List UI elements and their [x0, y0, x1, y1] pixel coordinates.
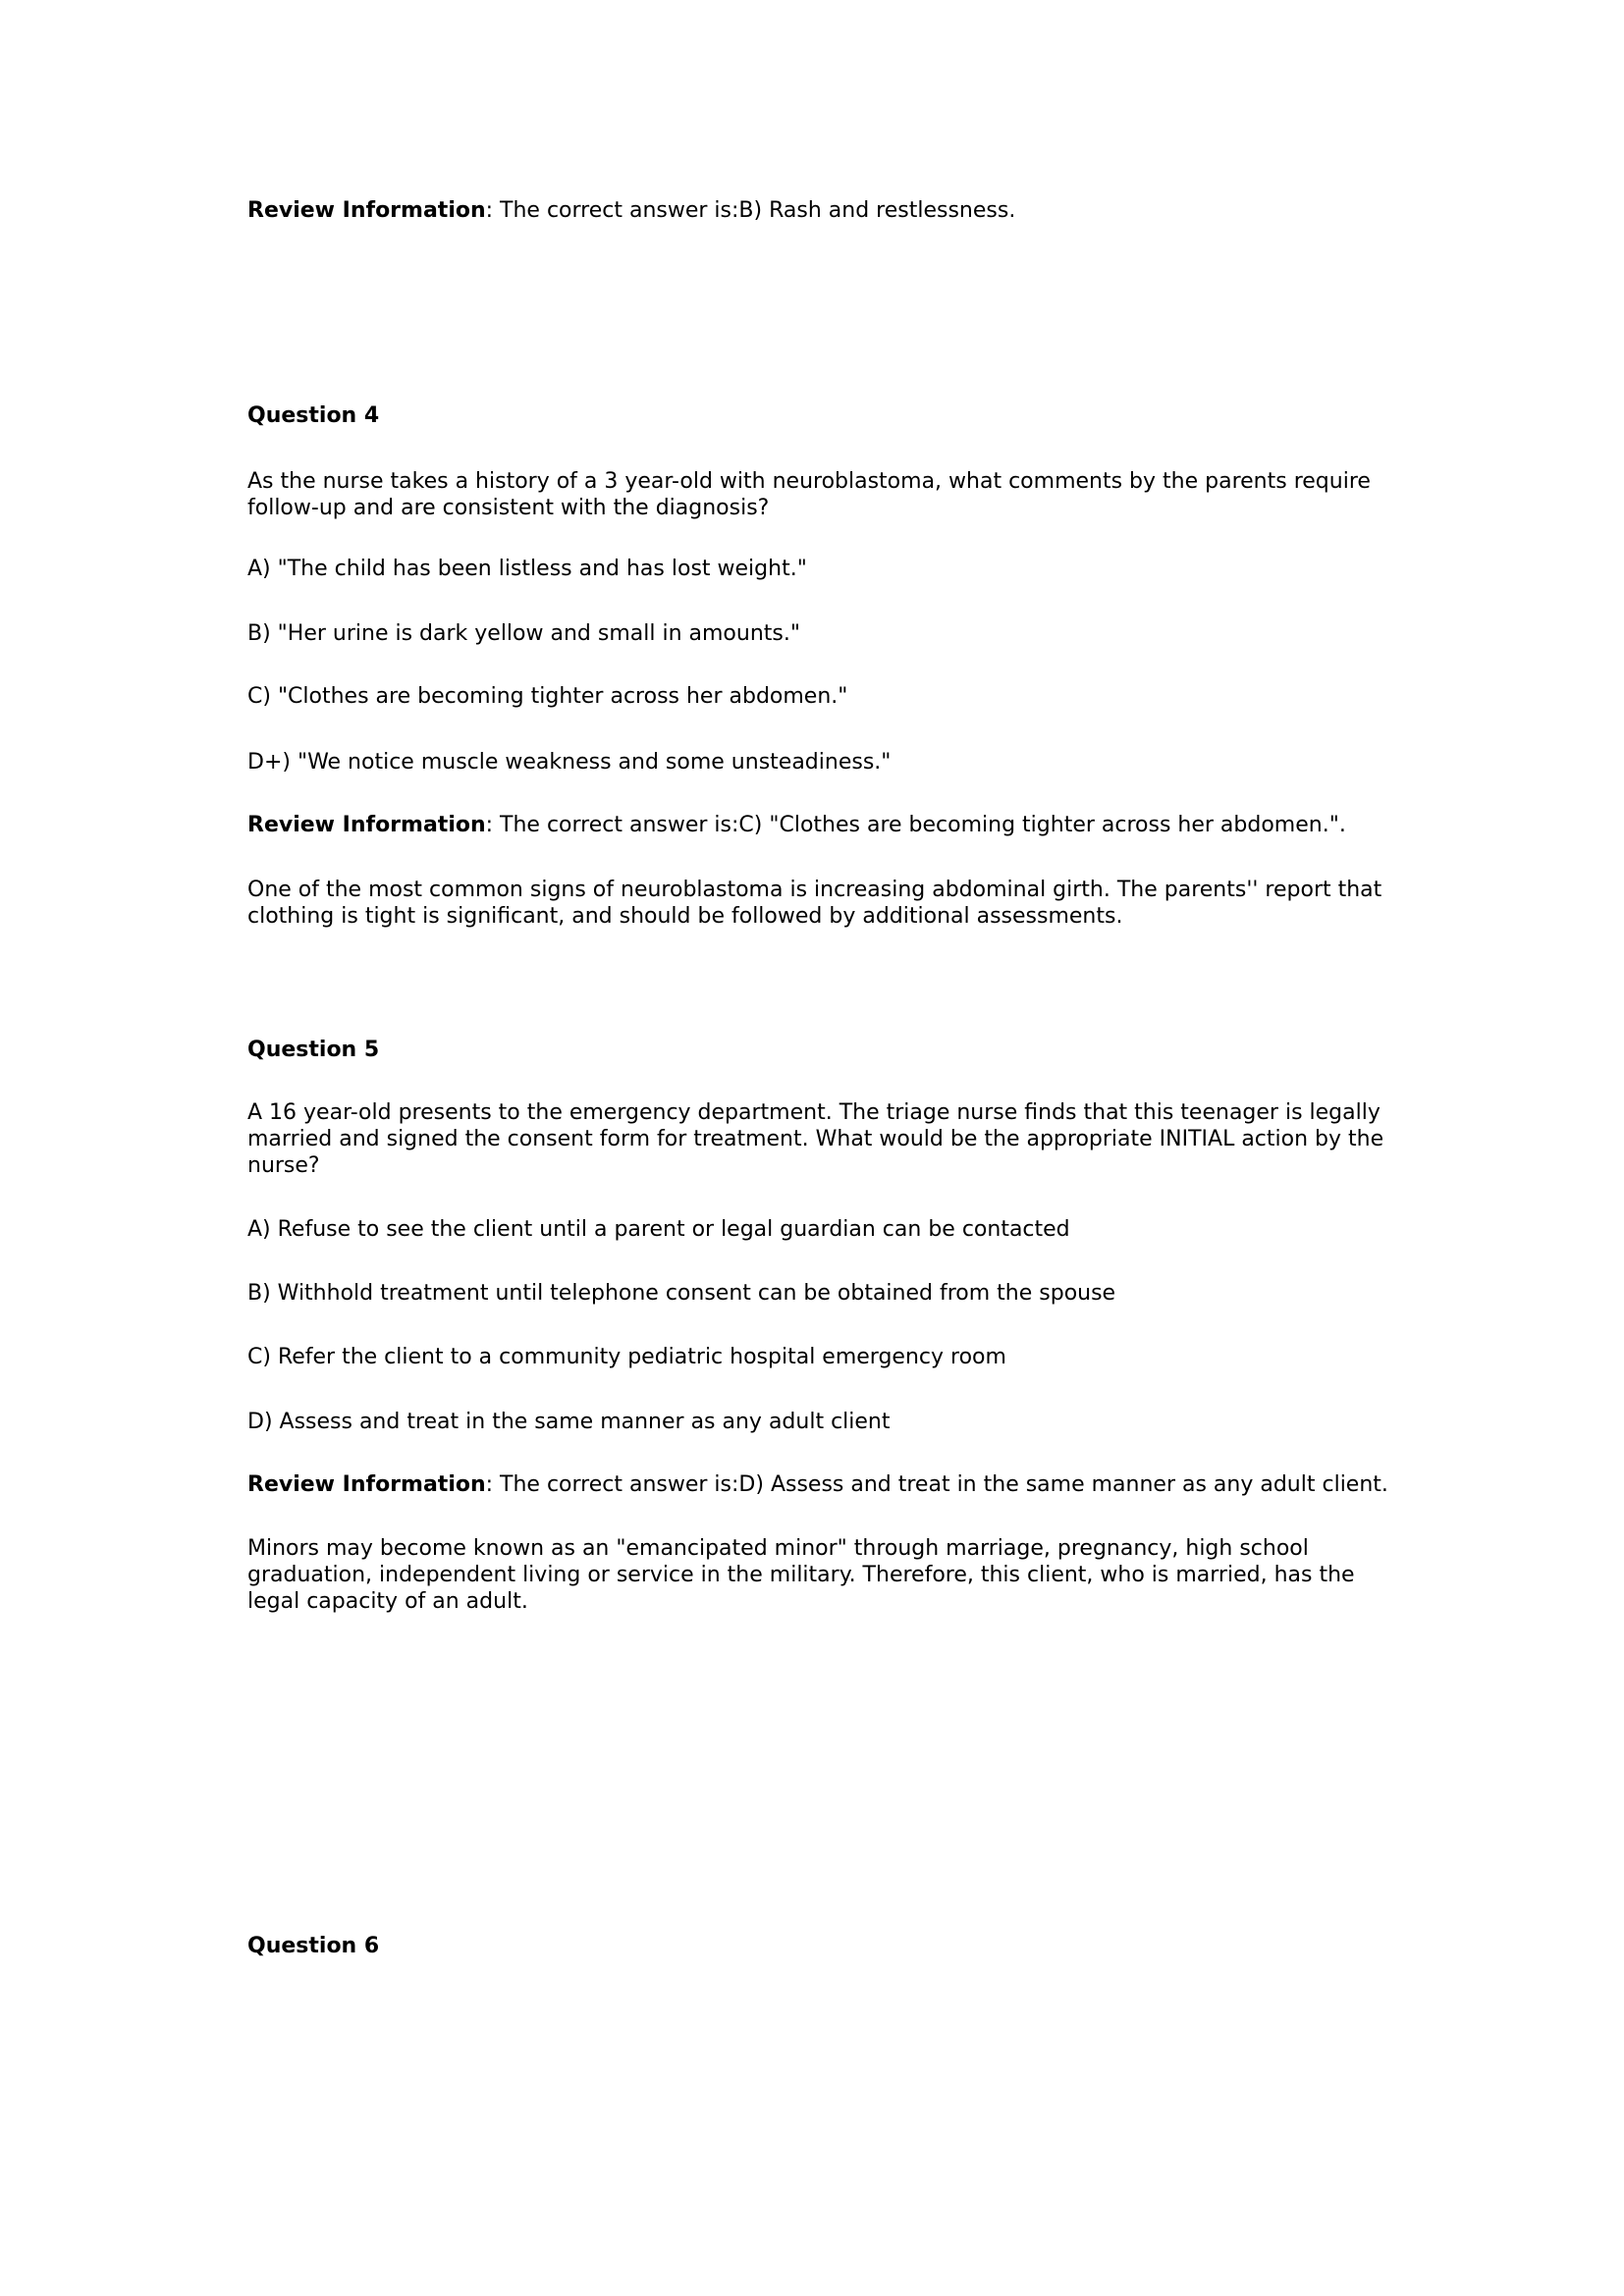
- review-label: Review Information: [247, 198, 486, 223]
- question-5-title: Question 5: [247, 1038, 380, 1062]
- option-c: C) Refer the client to a community pediatric hospital emergency room: [247, 1345, 1006, 1369]
- q3-review: [247, 197, 1015, 224]
- option-b: B) Withhold treatment until telephone consent can be obtained from the spouse: [247, 1281, 1116, 1306]
- review-label: Review Information: [247, 813, 486, 837]
- stem-line: nurse?: [247, 1153, 320, 1178]
- q4-review: [247, 812, 1346, 838]
- option-a: A) "The child has been listless and has lost weight.": [247, 557, 807, 581]
- question-4-stem: [247, 468, 1371, 521]
- stem-line: A 16 year-old presents to the emergency department. The triage nurse finds that this teenager is legally: [247, 1100, 1380, 1125]
- explanation-line: Minors may become known as an "emancipated minor" through marriage, pregnancy, high school: [247, 1536, 1309, 1561]
- stem-line: As the nurse takes a history of a 3 year-old with neuroblastoma, what comments by the parents require: [247, 469, 1371, 494]
- q5-explanation: [247, 1535, 1355, 1615]
- option-a: A) Refuse to see the client until a parent or legal guardian can be contacted: [247, 1217, 1070, 1242]
- question-5-stem: [247, 1099, 1383, 1179]
- q5-review: [247, 1471, 1388, 1498]
- q4-explanation: [247, 877, 1381, 930]
- review-label: Review Information: [247, 1472, 486, 1497]
- option-c: C) "Clothes are becoming tighter across her abdomen.": [247, 684, 848, 709]
- explanation-line: graduation, independent living or service in the military. Therefore, this client, who is married, has the: [247, 1563, 1355, 1587]
- option-d: D+) "We notice muscle weakness and some unsteadiness.": [247, 750, 892, 774]
- review-text: : The correct answer is:B) Rash and restlessness.: [485, 198, 1016, 223]
- question-6-title: Question 6: [247, 1934, 380, 1958]
- review-text: : The correct answer is:D) Assess and treat in the same manner as any adult client.: [485, 1472, 1388, 1497]
- explanation-line: clothing is tight is significant, and should be followed by additional assessments.: [247, 904, 1123, 929]
- stem-line: follow-up and are consistent with the diagnosis?: [247, 496, 770, 520]
- question-4-title: Question 4: [247, 403, 380, 428]
- option-d: D) Assess and treat in the same manner as any adult client: [247, 1410, 891, 1434]
- explanation-line: One of the most common signs of neuroblastoma is increasing abdominal girth. The parents'' report that: [247, 878, 1382, 902]
- explanation-line: legal capacity of an adult.: [247, 1589, 528, 1614]
- stem-line: married and signed the consent form for treatment. What would be the appropriate INITIAL action by the: [247, 1127, 1384, 1151]
- review-text: : The correct answer is:C) "Clothes are becoming tighter across her abdomen.".: [485, 813, 1346, 837]
- option-b: B) "Her urine is dark yellow and small in amounts.": [247, 621, 800, 646]
